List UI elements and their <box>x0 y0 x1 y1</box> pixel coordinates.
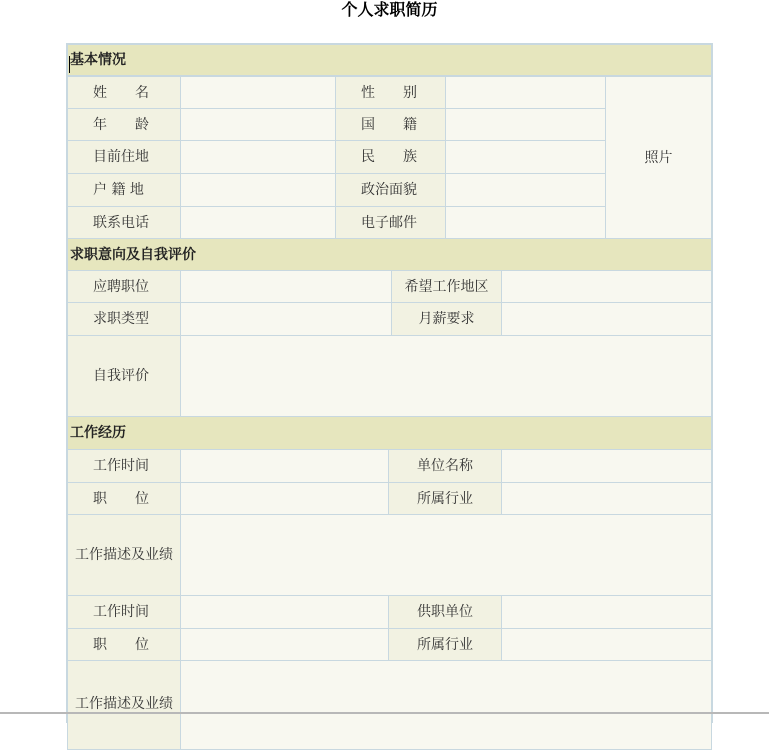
label-company-1: 单位名称 <box>388 449 502 483</box>
nationality-field[interactable] <box>445 108 606 141</box>
age-field[interactable] <box>180 108 336 141</box>
label-nationality: 国 籍 <box>335 108 446 141</box>
label-company-2: 供职单位 <box>388 595 502 629</box>
label-region: 希望工作地区 <box>391 270 502 303</box>
industry-field-2[interactable] <box>501 628 712 661</box>
label-work-time-1: 工作时间 <box>67 449 181 483</box>
label-industry-1: 所属行业 <box>388 482 502 515</box>
label-hukou: 户 籍 地 <box>67 173 181 207</box>
residence-field[interactable] <box>180 140 336 174</box>
label-ethnicity: 民 族 <box>335 140 446 174</box>
label-work-time-2: 工作时间 <box>67 595 181 629</box>
work-desc-field-2[interactable] <box>180 660 712 750</box>
company-field-1[interactable] <box>501 449 712 483</box>
job-title-field-2[interactable] <box>180 628 389 661</box>
label-position: 应聘职位 <box>67 270 181 303</box>
label-gender: 性 别 <box>335 76 446 109</box>
section-header-intent: 求职意向及自我评价 <box>67 238 712 271</box>
gender-field[interactable] <box>445 76 606 109</box>
self-eval-field[interactable] <box>180 335 712 417</box>
label-email: 电子邮件 <box>335 206 446 239</box>
salary-field[interactable] <box>501 302 712 336</box>
job-title-field-1[interactable] <box>180 482 389 515</box>
email-field[interactable] <box>445 206 606 239</box>
label-phone: 联系电话 <box>67 206 181 239</box>
text-cursor <box>69 56 70 73</box>
job-type-field[interactable] <box>180 302 392 336</box>
political-field[interactable] <box>445 173 606 207</box>
company-field-2[interactable] <box>501 595 712 629</box>
page-title: 个人求职简历 <box>341 0 438 19</box>
hukou-field[interactable] <box>180 173 336 207</box>
label-job-type: 求职类型 <box>67 302 181 336</box>
phone-field[interactable] <box>180 206 336 239</box>
position-field[interactable] <box>180 270 392 303</box>
label-work-desc-1: 工作描述及业绩 <box>67 514 181 596</box>
label-name: 姓 名 <box>67 76 181 109</box>
label-residence: 目前住地 <box>67 140 181 174</box>
region-field[interactable] <box>501 270 712 303</box>
section-header-work: 工作经历 <box>67 416 712 450</box>
label-work-desc-2: 工作描述及业绩 <box>67 660 181 750</box>
section-header-basic: 基本情况 <box>67 44 712 76</box>
industry-field-1[interactable] <box>501 482 712 515</box>
photo-box[interactable]: 照片 <box>605 76 712 239</box>
label-salary: 月薪要求 <box>391 302 502 336</box>
work-time-field-2[interactable] <box>180 595 389 629</box>
name-field[interactable] <box>180 76 336 109</box>
label-self-eval: 自我评价 <box>67 335 181 417</box>
work-time-field-1[interactable] <box>180 449 389 483</box>
work-desc-field-1[interactable] <box>180 514 712 596</box>
label-job-title-1: 职 位 <box>67 482 181 515</box>
ethnicity-field[interactable] <box>445 140 606 174</box>
label-political: 政治面貌 <box>335 173 446 207</box>
label-job-title-2: 职 位 <box>67 628 181 661</box>
label-age: 年 龄 <box>67 108 181 141</box>
label-industry-2: 所属行业 <box>388 628 502 661</box>
